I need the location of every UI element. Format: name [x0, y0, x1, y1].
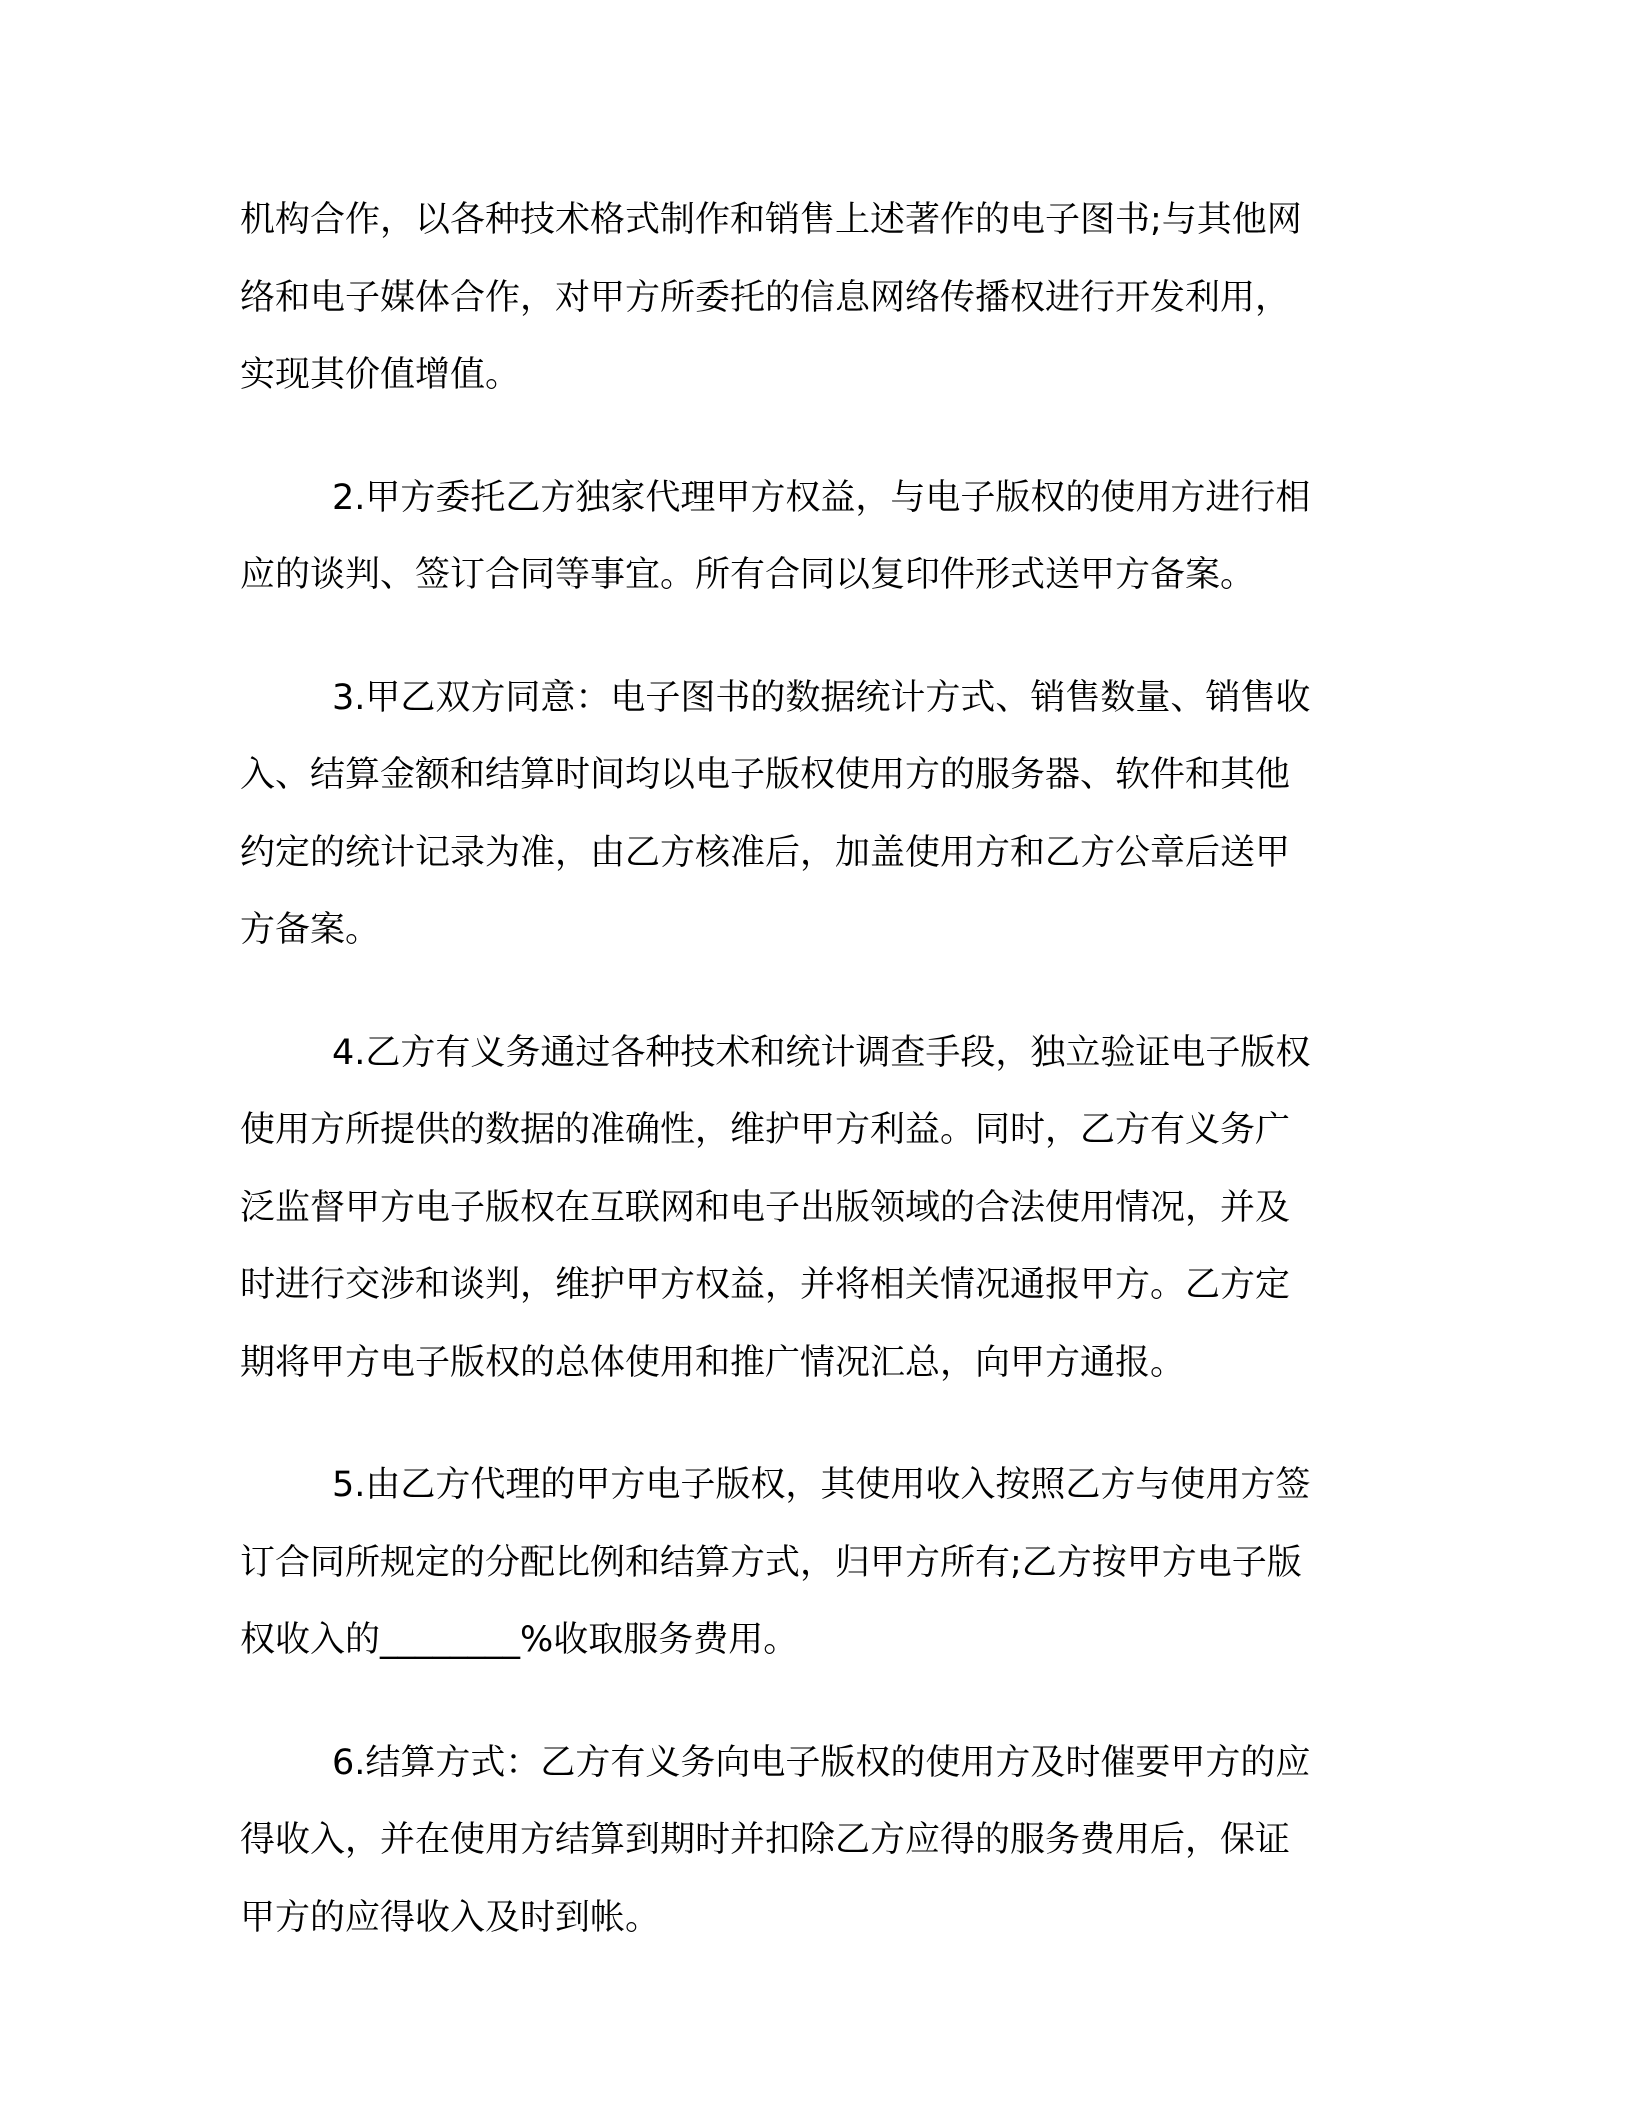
paragraph-clause-4: 4.乙方有义务通过各种技术和统计调查手段，独立验证电子版权 使用方所提供的数据的准确性，维护甲方利益。同时，乙方有义务广 泛监督甲方电子版权在互联网和电子出版领域的合法使用情况，并及 时进行交涉和谈判，维护甲方权益，并将相关情况通报甲方。乙方定 期将甲方电子版权的总体使用和推广情况汇总，向甲方通报。 — [240, 1032, 1311, 1383]
paragraph-clause-2: 2.甲方委托乙方独家代理甲方权益，与电子版权的使用方进行相 应的谈判、签订合同等事宜。所有合同以复印件形式送甲方备案。 — [240, 477, 1311, 595]
paragraph-clause-6: 6.结算方式：乙方有义务向电子版权的使用方及时催要甲方的应 得收入，并在使用方结算到期时并扣除乙方应得的服务费用后，保证 甲方的应得收入及时到帐。 — [240, 1742, 1311, 1938]
paragraph-clause-5: 5.由乙方代理的甲方电子版权，其使用收入按照乙方与使用方签 订合同所规定的分配比例和结算方式，归甲方所有;乙方按甲方电子版 权收入的________%收取服务费用。 — [240, 1465, 1311, 1660]
paragraph-continuation: 机构合作，以各种技术格式制作和销售上述著作的电子图书;与其他网 络和电子媒体合作，对甲方所委托的信息网络传播权进行开发利用， 实现其价值增值。 — [240, 200, 1302, 395]
paragraph-clause-3: 3.甲乙双方同意：电子图书的数据统计方式、销售数量、销售收 入、结算金额和结算时间均以电子版权使用方的服务器、软件和其他 约定的统计记录为准，由乙方核准后，加盖使用方和乙方公章后送甲 方备案。 — [240, 677, 1311, 950]
document-body — [240, 182, 1380, 2002]
